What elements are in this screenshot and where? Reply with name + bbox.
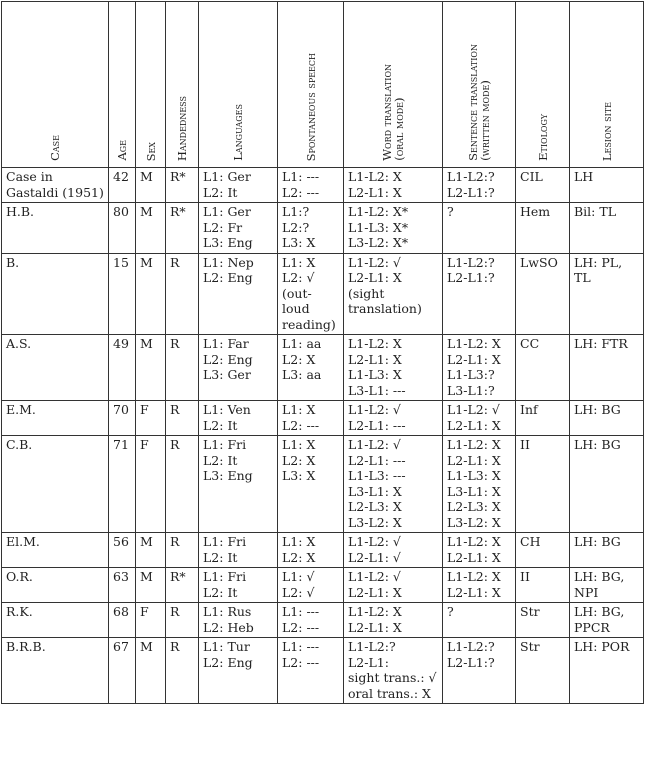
text-line: L2: It bbox=[203, 549, 238, 565]
text-line: L1-L2: √ bbox=[348, 402, 401, 417]
etiology-cell: Str bbox=[516, 638, 570, 704]
word-translation-cell bbox=[344, 203, 443, 254]
age-cell: 70 bbox=[109, 401, 136, 436]
table-row bbox=[2, 638, 644, 704]
text-line: L1: aa bbox=[282, 336, 322, 351]
lesion-site-cell bbox=[570, 533, 644, 568]
sentence-translation-cell bbox=[443, 168, 516, 203]
text-line: L1: Far bbox=[203, 336, 249, 351]
text-line: L2: --- bbox=[282, 619, 320, 635]
text-line: A.S. bbox=[6, 336, 32, 351]
text-line: L1-L2:? bbox=[447, 254, 495, 270]
etiology-cell: II bbox=[516, 436, 570, 533]
text-line: L1: X bbox=[282, 402, 316, 417]
languages-cell bbox=[199, 568, 278, 603]
languages-cell bbox=[199, 253, 278, 335]
text-line: L2-L1:? bbox=[447, 654, 495, 670]
lesion-site-cell bbox=[570, 203, 644, 254]
handedness-cell: R bbox=[166, 401, 199, 436]
header-sex-label bbox=[145, 142, 157, 161]
text-line: L2: Eng bbox=[203, 654, 253, 670]
languages-cell bbox=[199, 638, 278, 704]
sentence-translation-cell bbox=[443, 335, 516, 401]
case-cell bbox=[2, 203, 109, 254]
spontaneous-speech-cell bbox=[278, 638, 344, 704]
header-age bbox=[109, 2, 136, 168]
sex-cell: M bbox=[136, 168, 166, 203]
text-line: L1-L2: X bbox=[447, 569, 501, 584]
header-case bbox=[2, 2, 109, 168]
text-line: LH: BG bbox=[574, 534, 621, 549]
text-line: Bil: TL bbox=[574, 204, 617, 219]
text-line: Etiology bbox=[535, 114, 550, 161]
text-line: L1-L2: X bbox=[348, 336, 402, 351]
header-word-translation-label bbox=[381, 64, 405, 161]
text-line: L1: Ven bbox=[203, 402, 251, 417]
text-line: Handedness bbox=[175, 95, 189, 161]
text-line: L1-L2: √ bbox=[447, 402, 500, 417]
text-line: El.M. bbox=[6, 534, 40, 549]
text-line: L3: X bbox=[282, 468, 316, 483]
text-line: L2-L1: X bbox=[348, 351, 402, 367]
header-age-label bbox=[116, 140, 128, 161]
text-line: L2: --- bbox=[282, 417, 320, 433]
header-languages bbox=[199, 2, 278, 168]
text-line: Word translation bbox=[380, 64, 394, 161]
translation-cases-table bbox=[1, 1, 644, 704]
handedness-cell: R bbox=[166, 253, 199, 335]
text-line: L2-L3: X bbox=[447, 499, 501, 514]
text-line: L2: X bbox=[282, 452, 316, 468]
text-line: L2-L1:? bbox=[447, 184, 495, 200]
handedness-cell: R bbox=[166, 436, 199, 533]
table-row bbox=[2, 401, 644, 436]
etiology-cell: CH bbox=[516, 533, 570, 568]
text-line: L2-L1: --- bbox=[348, 417, 406, 433]
text-line: (sight bbox=[348, 285, 385, 301]
text-line: L2: √ bbox=[282, 584, 315, 600]
word-translation-cell bbox=[344, 401, 443, 436]
header-case-label bbox=[49, 135, 61, 161]
text-line: Age bbox=[115, 140, 129, 161]
word-translation-cell bbox=[344, 436, 443, 533]
text-line: L1: Tur bbox=[203, 639, 250, 654]
text-line: L1:? bbox=[282, 204, 310, 219]
header-languages-label bbox=[232, 104, 244, 161]
text-line: L1-L2:? bbox=[447, 169, 495, 184]
handedness-cell: R bbox=[166, 603, 199, 638]
text-line: L3: aa bbox=[282, 367, 322, 382]
case-cell bbox=[2, 436, 109, 533]
age-cell: 68 bbox=[109, 603, 136, 638]
handedness-cell: R bbox=[166, 335, 199, 401]
header-etiology bbox=[516, 2, 570, 168]
text-line: (written mode) bbox=[478, 80, 492, 161]
text-line: L2-L1: bbox=[348, 654, 389, 670]
languages-cell bbox=[199, 168, 278, 203]
languages-cell bbox=[199, 401, 278, 436]
header-spontaneous-speech-label bbox=[305, 53, 317, 161]
text-line: L1-L3: X bbox=[348, 367, 402, 382]
table-row bbox=[2, 203, 644, 254]
text-line: LH: BG bbox=[574, 437, 621, 452]
table-row bbox=[2, 533, 644, 568]
text-line: L3: Ger bbox=[203, 367, 251, 382]
text-line: L2-L1: X bbox=[447, 549, 501, 565]
text-line: Sentence translation bbox=[466, 44, 480, 161]
text-line: LH: POR bbox=[574, 639, 630, 654]
text-line: L3-L1:? bbox=[447, 382, 495, 398]
etiology-cell: Str bbox=[516, 603, 570, 638]
text-line: ? bbox=[447, 204, 454, 219]
text-line: L1-L2: X bbox=[447, 336, 501, 351]
sentence-translation-cell bbox=[443, 253, 516, 335]
spontaneous-speech-cell bbox=[278, 436, 344, 533]
text-line: (out- bbox=[282, 285, 312, 301]
text-line: L1: √ bbox=[282, 569, 315, 584]
text-line: LH: BG, bbox=[574, 604, 625, 619]
text-line: L2-L1: √ bbox=[348, 549, 401, 565]
table-row bbox=[2, 436, 644, 533]
word-translation-cell bbox=[344, 253, 443, 335]
text-line: L1-L2: X bbox=[447, 437, 501, 452]
text-line: L2: Eng bbox=[203, 270, 253, 285]
text-line: L2: It bbox=[203, 417, 238, 433]
text-line: reading) bbox=[282, 316, 336, 332]
header-row bbox=[2, 2, 644, 168]
text-line: L2: Heb bbox=[203, 619, 254, 635]
text-line: L1-L2: √ bbox=[348, 437, 401, 452]
sex-cell: M bbox=[136, 203, 166, 254]
case-cell bbox=[2, 335, 109, 401]
text-line: Lesion site bbox=[599, 101, 614, 161]
text-line: L1: Fri bbox=[203, 534, 247, 549]
word-translation-cell bbox=[344, 638, 443, 704]
sex-cell: M bbox=[136, 335, 166, 401]
text-line: sight trans.: √ bbox=[348, 670, 437, 685]
text-line: L1: --- bbox=[282, 169, 320, 184]
text-line: E.M. bbox=[6, 402, 36, 417]
handedness-cell: R* bbox=[166, 568, 199, 603]
text-line: L1: Rus bbox=[203, 604, 252, 619]
text-line: translation) bbox=[348, 301, 422, 316]
text-line: PPCR bbox=[574, 619, 610, 635]
handedness-cell: R* bbox=[166, 168, 199, 203]
text-line: L1: X bbox=[282, 254, 316, 270]
spontaneous-speech-cell bbox=[278, 203, 344, 254]
sentence-translation-cell bbox=[443, 436, 516, 533]
text-line: L2: It bbox=[203, 452, 238, 468]
table-row bbox=[2, 335, 644, 401]
word-translation-cell bbox=[344, 603, 443, 638]
text-line: L2-L1: X bbox=[447, 584, 501, 600]
header-sentence-translation bbox=[443, 2, 516, 168]
lesion-site-cell bbox=[570, 401, 644, 436]
lesion-site-cell bbox=[570, 253, 644, 335]
text-line: L1: Nep bbox=[203, 254, 254, 270]
text-line: R.K. bbox=[6, 604, 33, 619]
age-cell: 63 bbox=[109, 568, 136, 603]
languages-cell bbox=[199, 603, 278, 638]
text-line: B.R.B. bbox=[6, 639, 46, 654]
header-sentence-translation-label bbox=[467, 44, 491, 161]
languages-cell bbox=[199, 203, 278, 254]
text-line: LH bbox=[574, 169, 594, 184]
spontaneous-speech-cell bbox=[278, 168, 344, 203]
age-cell: 80 bbox=[109, 203, 136, 254]
text-line: L1-L3: --- bbox=[348, 468, 406, 483]
text-line: Gastaldi (1951) bbox=[6, 184, 104, 200]
text-line: L2: --- bbox=[282, 184, 320, 200]
text-line: L1-L3: X bbox=[447, 468, 501, 483]
header-word-translation bbox=[344, 2, 443, 168]
text-line: L1-L2:? bbox=[447, 639, 495, 654]
text-line: L3-L1: --- bbox=[348, 382, 406, 398]
text-line: oral trans.: X bbox=[348, 685, 431, 701]
sentence-translation-cell bbox=[443, 638, 516, 704]
sentence-translation-cell bbox=[443, 533, 516, 568]
header-lesion-site-label bbox=[601, 102, 613, 161]
table-row bbox=[2, 168, 644, 203]
age-cell: 56 bbox=[109, 533, 136, 568]
text-line: L1: Fri bbox=[203, 437, 247, 452]
text-line: L1: X bbox=[282, 437, 316, 452]
header-sex bbox=[136, 2, 166, 168]
sex-cell: M bbox=[136, 253, 166, 335]
text-line: B. bbox=[6, 254, 20, 270]
text-line: L2-L1: X bbox=[348, 184, 402, 200]
spontaneous-speech-cell bbox=[278, 401, 344, 436]
text-line: Sex bbox=[143, 141, 158, 161]
text-line: L2:? bbox=[282, 219, 310, 235]
text-line: C.B. bbox=[6, 437, 33, 452]
languages-cell bbox=[199, 533, 278, 568]
etiology-cell: Hem bbox=[516, 203, 570, 254]
text-line: L2: It bbox=[203, 184, 238, 200]
spontaneous-speech-cell bbox=[278, 253, 344, 335]
text-line: L3-L2: X bbox=[447, 514, 501, 530]
text-line: L1: Ger bbox=[203, 204, 251, 219]
table-body bbox=[2, 168, 644, 704]
text-line: L3: X bbox=[282, 235, 316, 250]
table-row bbox=[2, 603, 644, 638]
age-cell: 15 bbox=[109, 253, 136, 335]
text-line: L2: X bbox=[282, 351, 316, 367]
languages-cell bbox=[199, 436, 278, 533]
text-line: L1: --- bbox=[282, 604, 320, 619]
text-line: L2: It bbox=[203, 584, 238, 600]
word-translation-cell bbox=[344, 168, 443, 203]
text-line: L3-L2: X* bbox=[348, 235, 409, 250]
text-line: L2: X bbox=[282, 549, 316, 565]
text-line: L1-L3:? bbox=[447, 367, 495, 382]
text-line: TL bbox=[574, 270, 591, 285]
spontaneous-speech-cell bbox=[278, 568, 344, 603]
text-line: L3-L1: X bbox=[348, 483, 402, 499]
text-line: L1-L2: √ bbox=[348, 254, 401, 270]
case-cell bbox=[2, 603, 109, 638]
text-line: L1: --- bbox=[282, 639, 320, 654]
etiology-cell: CC bbox=[516, 335, 570, 401]
text-line: ? bbox=[447, 604, 454, 619]
text-line: L2-L1: X bbox=[348, 270, 402, 285]
header-lesion-site bbox=[570, 2, 644, 168]
case-cell bbox=[2, 638, 109, 704]
case-cell bbox=[2, 568, 109, 603]
lesion-site-cell bbox=[570, 335, 644, 401]
languages-cell bbox=[199, 335, 278, 401]
word-translation-cell bbox=[344, 335, 443, 401]
word-translation-cell bbox=[344, 568, 443, 603]
sentence-translation-cell bbox=[443, 603, 516, 638]
text-line: L2: Eng bbox=[203, 351, 253, 367]
text-line: L2-L1: X bbox=[348, 619, 402, 635]
text-line: L1-L2: X bbox=[447, 534, 501, 549]
text-line: L1-L2: X bbox=[348, 604, 402, 619]
text-line: L1: Ger bbox=[203, 169, 251, 184]
sex-cell: F bbox=[136, 436, 166, 533]
table-row bbox=[2, 253, 644, 335]
lesion-site-cell bbox=[570, 638, 644, 704]
text-line: L2-L3: X bbox=[348, 499, 402, 514]
etiology-cell: Inf bbox=[516, 401, 570, 436]
spontaneous-speech-cell bbox=[278, 533, 344, 568]
text-line: (oral mode) bbox=[392, 97, 406, 161]
etiology-cell: LwSO bbox=[516, 253, 570, 335]
age-cell: 42 bbox=[109, 168, 136, 203]
header-spontaneous-speech bbox=[278, 2, 344, 168]
case-cell bbox=[2, 401, 109, 436]
case-cell bbox=[2, 533, 109, 568]
age-cell: 71 bbox=[109, 436, 136, 533]
lesion-site-cell bbox=[570, 603, 644, 638]
text-line: L2-L1: X bbox=[348, 584, 402, 600]
text-line: Case bbox=[48, 135, 62, 161]
sex-cell: M bbox=[136, 568, 166, 603]
text-line: L1-L2:? bbox=[348, 639, 396, 654]
text-line: L3: Eng bbox=[203, 235, 253, 250]
text-line: Case in bbox=[6, 169, 53, 184]
text-line: L3: Eng bbox=[203, 468, 253, 483]
text-line: L2: Fr bbox=[203, 219, 243, 235]
text-line: NPI bbox=[574, 584, 599, 600]
text-line: L2-L1:? bbox=[447, 270, 495, 285]
sex-cell: F bbox=[136, 603, 166, 638]
lesion-site-cell bbox=[570, 168, 644, 203]
text-line: O.R. bbox=[6, 569, 33, 584]
header-handedness-label bbox=[176, 96, 188, 161]
word-translation-cell bbox=[344, 533, 443, 568]
text-line: L1: Fri bbox=[203, 569, 247, 584]
text-line: L1: X bbox=[282, 534, 316, 549]
handedness-cell: R* bbox=[166, 203, 199, 254]
text-line: L1-L2: X* bbox=[348, 204, 409, 219]
text-line: loud bbox=[282, 301, 310, 316]
text-line: L2-L1: X bbox=[447, 452, 501, 468]
text-line: LH: FTR bbox=[574, 336, 628, 351]
text-line: LH: BG bbox=[574, 402, 621, 417]
lesion-site-cell bbox=[570, 436, 644, 533]
sex-cell: F bbox=[136, 401, 166, 436]
text-line: L3-L2: X bbox=[348, 514, 402, 530]
text-line: L2-L1: --- bbox=[348, 452, 406, 468]
case-cell bbox=[2, 168, 109, 203]
text-line: H.B. bbox=[6, 204, 35, 219]
text-line: Languages bbox=[231, 104, 245, 161]
text-line: L3-L1: X bbox=[447, 483, 501, 499]
table-row bbox=[2, 568, 644, 603]
sex-cell: M bbox=[136, 638, 166, 704]
etiology-cell: CIL bbox=[516, 168, 570, 203]
age-cell: 49 bbox=[109, 335, 136, 401]
text-line: L1-L3: X* bbox=[348, 219, 409, 235]
etiology-cell: II bbox=[516, 568, 570, 603]
text-line: Spontaneous speech bbox=[303, 52, 318, 161]
case-cell bbox=[2, 253, 109, 335]
sentence-translation-cell bbox=[443, 401, 516, 436]
text-line: L2: √ bbox=[282, 270, 315, 285]
text-line: LH: PL, bbox=[574, 254, 623, 270]
handedness-cell: R bbox=[166, 638, 199, 704]
text-line: L2-L1: X bbox=[447, 351, 501, 367]
spontaneous-speech-cell bbox=[278, 603, 344, 638]
header-handedness bbox=[166, 2, 199, 168]
text-line: LH: BG, bbox=[574, 569, 625, 584]
handedness-cell: R bbox=[166, 533, 199, 568]
spontaneous-speech-cell bbox=[278, 335, 344, 401]
lesion-site-cell bbox=[570, 568, 644, 603]
text-line: L1-L2: √ bbox=[348, 534, 401, 549]
text-line: L2-L1: X bbox=[447, 417, 501, 433]
sentence-translation-cell bbox=[443, 568, 516, 603]
text-line: L1-L2: X bbox=[348, 169, 402, 184]
sex-cell: M bbox=[136, 533, 166, 568]
text-line: L1-L2: √ bbox=[348, 569, 401, 584]
sentence-translation-cell bbox=[443, 203, 516, 254]
header-etiology-label bbox=[537, 114, 549, 161]
age-cell: 67 bbox=[109, 638, 136, 704]
text-line: L2: --- bbox=[282, 654, 320, 670]
